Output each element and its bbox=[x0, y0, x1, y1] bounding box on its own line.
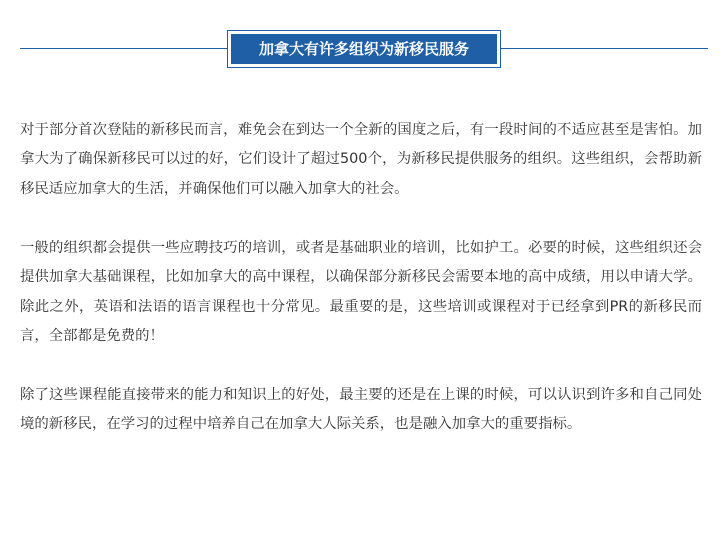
heading-frame bbox=[227, 30, 501, 68]
section-heading bbox=[20, 30, 708, 68]
paragraph-benefits: 除了这些课程能直接带来的能力和知识上的好处，最主要的还是在上课的时候，可以认识到许多和自己同处境的新移民，在学习的过程中培养自己在加拿大人际关系，也是融入加拿大的重要指标。 bbox=[20, 386, 702, 433]
paragraph-intro: 对于部分首次登陆的新移民而言，难免会在到达一个全新的国度之后，有一段时间的不适应甚至是害怕。加拿大为了确保新移民可以过的好，它们设计了超过500个，为新移民提供服务的组织。这些组织，会帮助新移民适应加拿大的生活，并确保他们可以融入加拿大的社会。 bbox=[20, 122, 702, 197]
heading-divider-right bbox=[501, 48, 708, 49]
heading-divider-left bbox=[20, 48, 227, 49]
paragraph-training: 一般的组织都会提供一些应聘技巧的培训，或者是基础职业的培训，比如护工。必要的时候，这些组织还会提供加拿大基础课程，比如加拿大的高中课程，以确保部分新移民会需要本地的高中成绩，用以申请大学。除此之外，英语和法语的语言课程也十分常见。最重要的是，这些培训或课程对于已经拿到PR的新移民而言，全部都是免费的！ bbox=[20, 239, 702, 344]
section-title: 加拿大有许多组织为新移民服务 bbox=[231, 34, 497, 64]
article-body bbox=[20, 116, 702, 440]
